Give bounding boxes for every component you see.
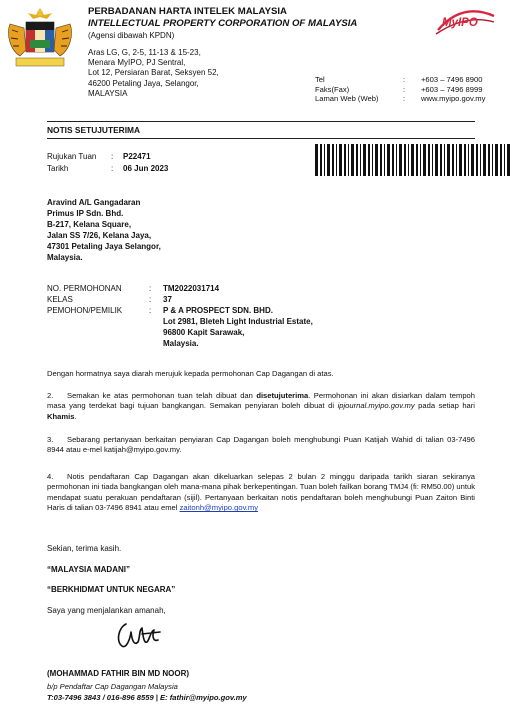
contact-fax [315, 85, 505, 95]
addressee-line: Jalan SS 7/26, Kelana Jaya, [47, 231, 152, 240]
contact-colon: : [403, 94, 406, 104]
addressee-line: 47301 Petaling Jaya Selangor, [47, 242, 161, 251]
org-name-english: INTELLECTUAL PROPERTY CORPORATION OF MALAYSIA [88, 18, 358, 29]
addressee-line: B-217, Kelana Square, [47, 220, 132, 229]
p2-text-a: Semakan ke atas permohonan tuan telah dibuat dan [67, 391, 257, 400]
reference-label: Rujukan Tuan [47, 152, 97, 161]
address-line: MALAYSIA [88, 88, 128, 98]
applicant-address [163, 305, 313, 349]
paragraph-4 [47, 472, 475, 514]
applicant-row [47, 305, 313, 349]
slogan-negara: “BERKHIDMAT UNTUK NEGARA” [47, 585, 176, 594]
signatory-title: b/p Pendaftar Cap Dagangan Malaysia [47, 682, 178, 691]
class-colon: : [149, 295, 152, 304]
myipo-logo-text: MyIPO [442, 17, 478, 29]
p3-text: Sebarang pertanyaan berkaitan penyiaran Cap Dagangan boleh menghubungi Puan Katijah Wahid di talian 03-7496 8944 atau e-mel katijah@myipo.gov.my. [47, 435, 475, 455]
reference-value: P22471 [123, 152, 151, 161]
address-block [88, 48, 219, 99]
reference-colon: : [111, 152, 114, 161]
application-number-row [47, 283, 313, 294]
org-name-malay: PERBADANAN HARTA INTELEK MALAYSIA [88, 6, 287, 17]
p2-text-e: pada setiap hari [414, 401, 475, 411]
class-value: 37 [163, 295, 172, 304]
address-line: 46200 Petaling Jaya, Selangor, [88, 78, 199, 88]
contact-colon: : [403, 84, 406, 94]
addressee-block [47, 197, 161, 263]
closing-line: Sekian, terima kasih. [47, 544, 122, 553]
date-row [47, 163, 168, 175]
addressee-line: Primus IP Sdn. Bhd. [47, 209, 124, 218]
signature-icon [112, 618, 168, 652]
sign-off-line: Saya yang menjalankan amanah, [47, 606, 166, 615]
contact-value: +603 – 7496 8900 [421, 75, 483, 84]
p2-text-c: . Permohonan ini akan disiarkan dalam tempoh masa yang terdekat bagi tujuan bangkangan. Semakan penyiaran boleh dibuat di [47, 391, 475, 411]
addressee-line: Aravind A/L Gangadaran [47, 198, 141, 207]
notice-title: NOTIS SETUJUTERIMA [47, 125, 141, 135]
addressee-line: Malaysia. [47, 253, 83, 262]
ipjournal-link[interactable]: ipjournal.myipo.gov.my [337, 401, 415, 411]
contact-value: www.myipo.gov.my [421, 94, 486, 104]
application-colon: : [149, 284, 152, 293]
paragraph-2-number: 2. [47, 391, 54, 400]
p2-approved: disetujuterima [256, 391, 309, 400]
contact-value: +603 – 7496 8999 [421, 84, 483, 94]
contact-label: Tel [315, 75, 325, 84]
paragraph-2 [47, 391, 475, 422]
paragraph-3-number: 3. [47, 435, 54, 444]
contact-colon: : [403, 75, 406, 84]
application-number-value: TM2022031714 [163, 284, 220, 293]
contact-web [315, 94, 505, 104]
p4-text: Notis pendaftaran Cap Dagangan akan dikeluarkan selepas 2 bulan 2 minggu daripada tarikh siaran sekiranya permohonan ini tiada bangkangan oleh mana-mana pihak berkepentingan. Tuan boleh failkan borang TMJ4 (fi: RM50.00) untuk mendapat suatu perakuan pendaftaran (sijil). Pertanyaan berkaitan notis pendaftaran boleh menghubungi Puan Zaiton Binti Haris di talian 03-7496 8941 atau emel [47, 472, 475, 513]
date-value: 06 Jun 2023 [123, 164, 169, 173]
myipo-logo-icon [432, 8, 498, 38]
paragraph-4-number: 4. [47, 472, 54, 481]
divider-bottom [47, 138, 475, 139]
applicant-label: PEMOHON/PEMILIK [47, 306, 123, 315]
applicant-line: Lot 2981, Bleteh Light Industrial Estate, [163, 317, 313, 326]
zaiton-email-link[interactable]: zaitonh@myipo.gov.my [179, 503, 259, 513]
signatory-name: (MOHAMMAD FATHIR BIN MD NOOR) [47, 669, 190, 678]
class-row [47, 294, 313, 305]
address-line: Lot 12, Persiaran Barat, Seksyen 52, [88, 68, 219, 78]
contact-label: Laman Web (Web) [315, 94, 379, 104]
application-number-label: NO. PERMOHONAN [47, 284, 122, 293]
divider-top [47, 121, 475, 122]
reference-row [47, 151, 168, 163]
signatory-contact: T:03-7496 3843 / 016-896 8559 | E: fathir@myipo.gov.my [47, 693, 247, 702]
reference-block [47, 151, 168, 175]
intro-paragraph: Dengan hormatnya saya diarah merujuk kepada permohonan Cap Dagangan di atas. [47, 369, 334, 378]
address-line: Aras LG, G, 2-5, 11-13 & 15-23, [88, 48, 201, 57]
address-line: Menara MyIPO, PJ Sentral, [88, 58, 186, 68]
contact-block [315, 75, 505, 104]
contact-tel [315, 75, 505, 85]
applicant-line: 96800 Kapit Sarawak, [163, 328, 245, 337]
contact-label: Faks(Fax) [315, 84, 350, 94]
paragraph-3 [47, 435, 475, 456]
barcode-icon [315, 144, 510, 176]
applicant-line: P & A PROSPECT SDN. BHD. [163, 306, 273, 315]
application-block [47, 283, 313, 349]
class-label: KELAS [47, 295, 73, 304]
p2-thursday: Khamis [47, 411, 75, 421]
p2-text-g: . [74, 411, 77, 421]
org-note: (Agensi dibawah KPDN) [88, 31, 175, 40]
slogan-madani: “MALAYSIA MADANI” [47, 565, 130, 574]
malaysia-crest-icon [4, 6, 76, 72]
date-colon: : [111, 164, 114, 173]
applicant-colon: : [149, 306, 152, 315]
date-label: Tarikh [47, 164, 69, 173]
applicant-line: Malaysia. [163, 339, 199, 348]
